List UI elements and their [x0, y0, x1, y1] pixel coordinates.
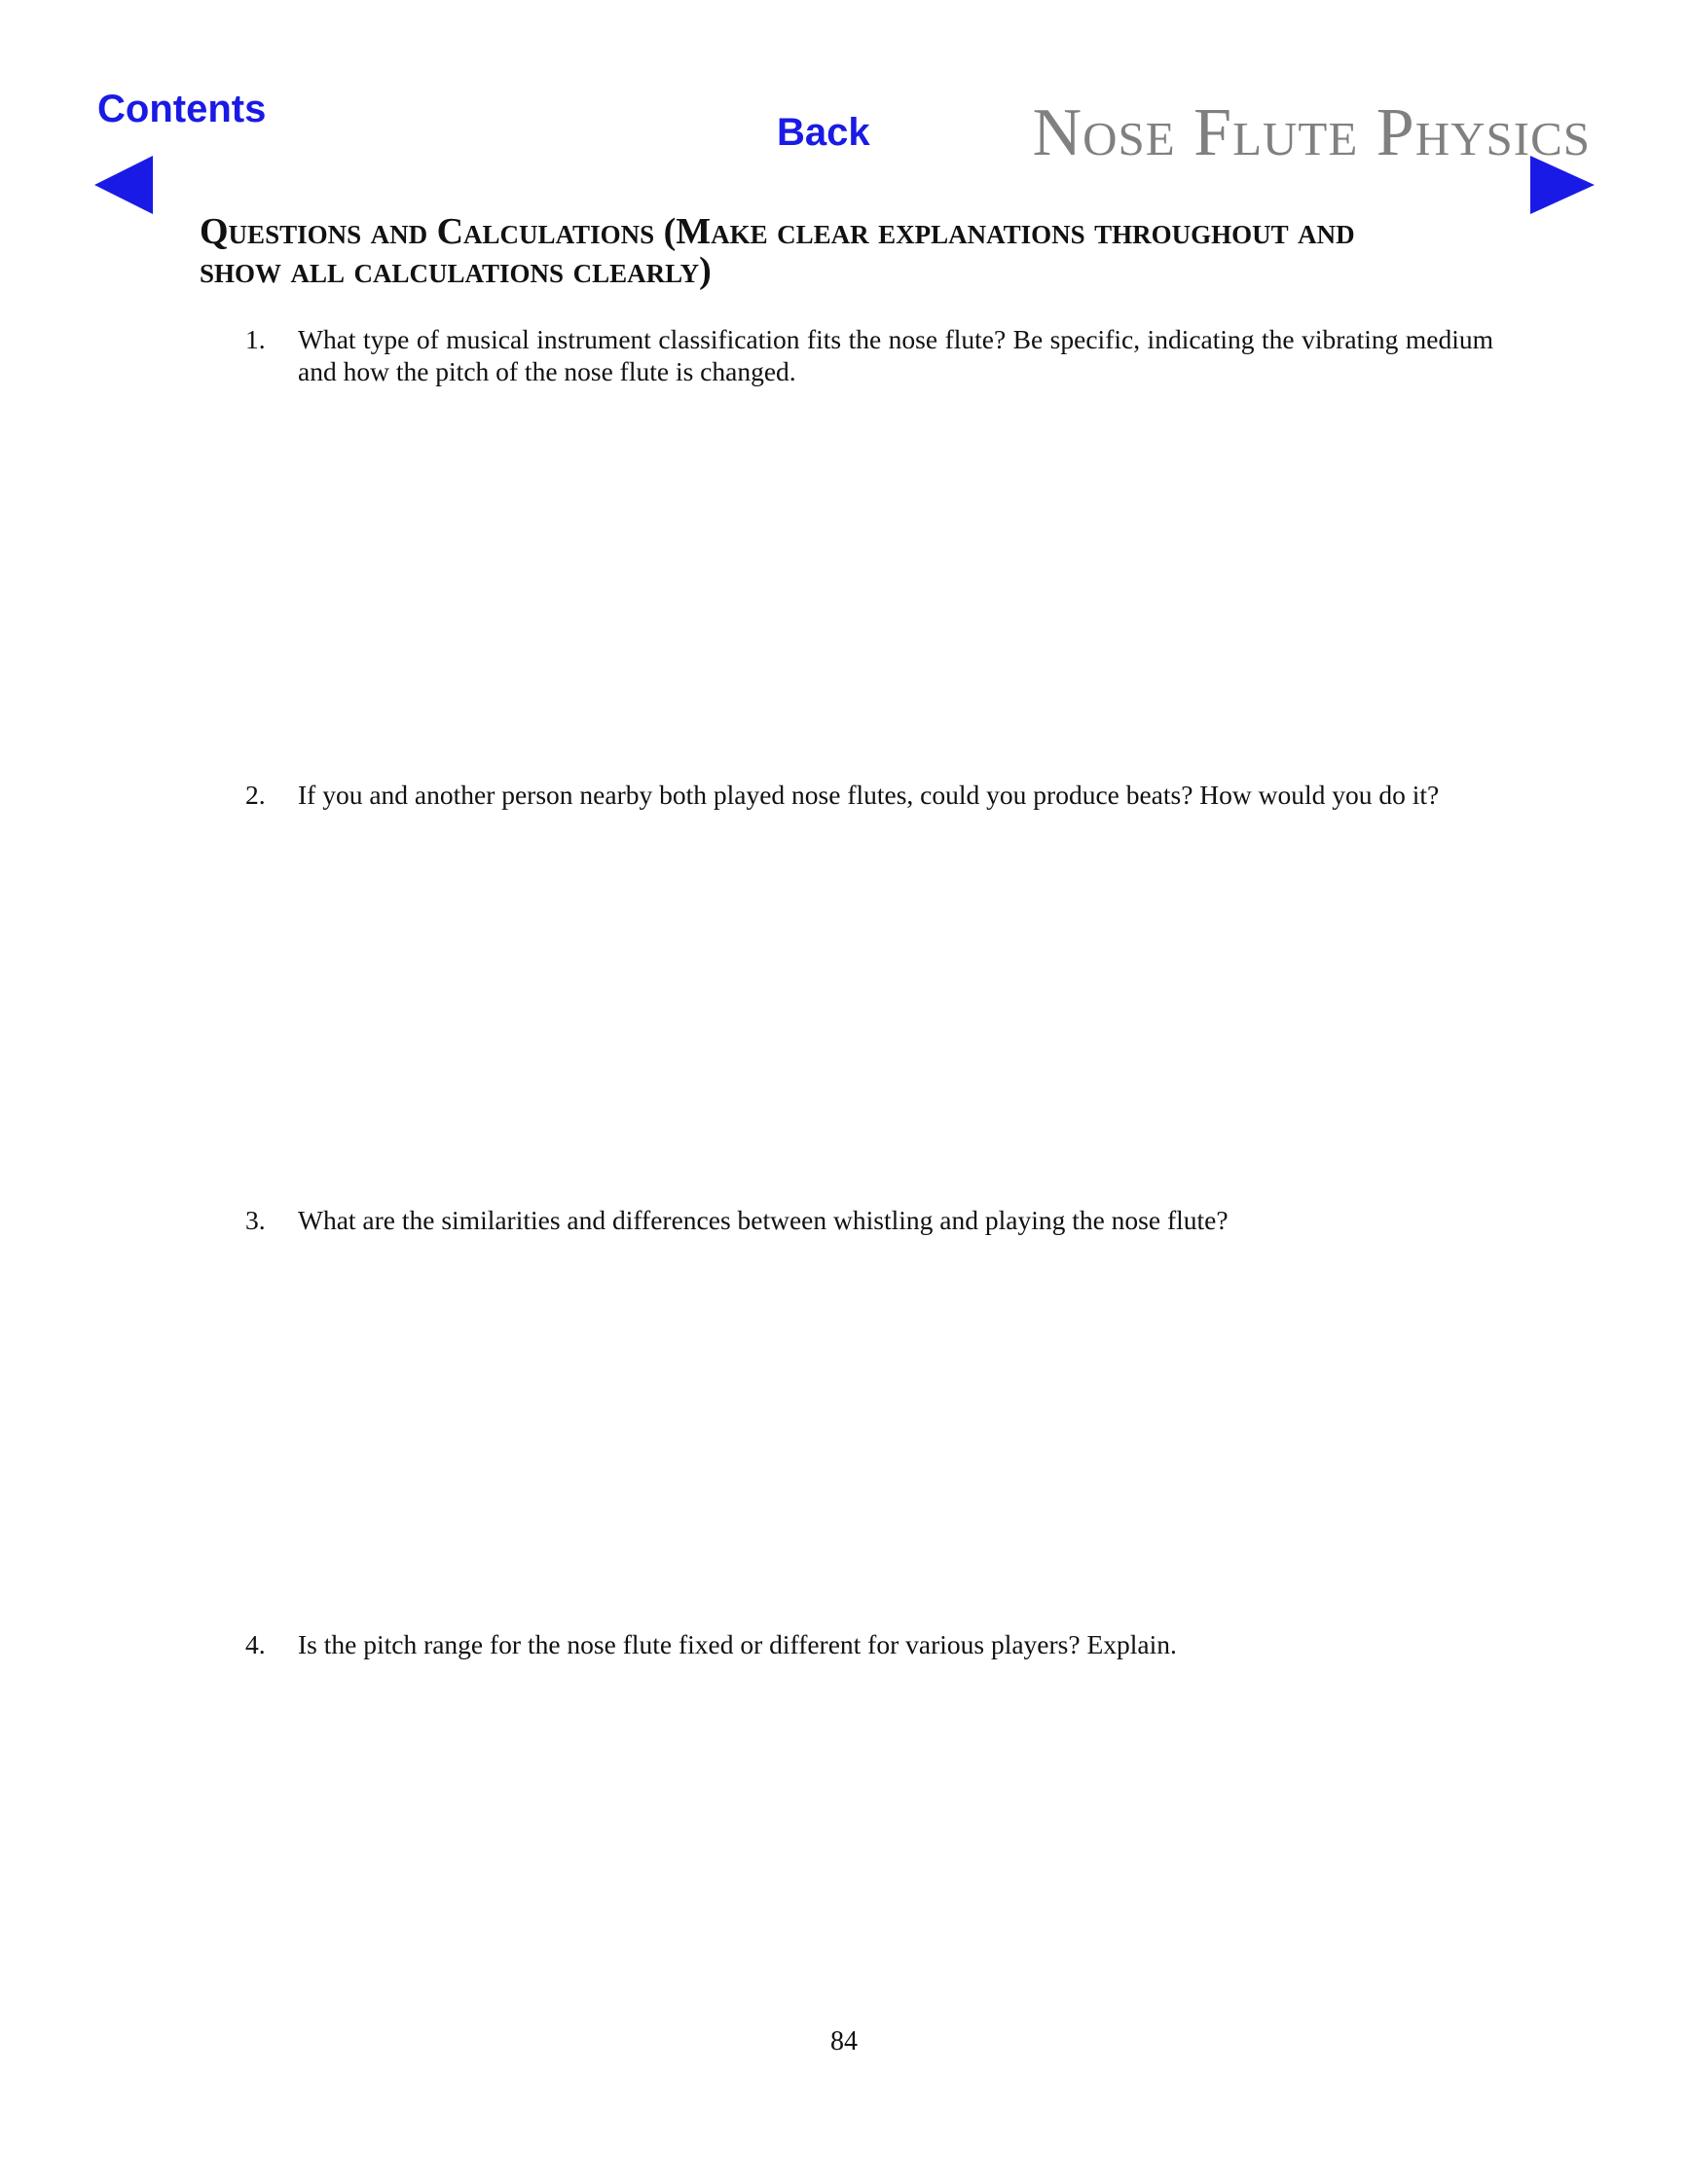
question-text: Is the pitch range for the nose flute fixed or different for various players? Explain. — [298, 1629, 1177, 1659]
question-number: 3. — [245, 1205, 266, 1235]
question-item — [245, 1204, 1493, 1236]
question-item — [245, 1628, 1493, 1660]
question-text: If you and another person nearby both played nose flutes, could you produce beats? How would you do it? — [298, 780, 1440, 810]
question-item — [245, 323, 1493, 387]
question-item — [245, 779, 1493, 811]
section-heading: Questions and Calculations (Make clear explanations throughout and show all calculations clearly) — [200, 211, 1355, 291]
page-number: 84 — [830, 2026, 858, 2057]
running-head-title: Nose Flute Physics — [1032, 95, 1591, 170]
question-text: What are the similarities and differences between whistling and playing the nose flute? — [298, 1205, 1229, 1235]
question-number: 1. — [245, 324, 266, 354]
previous-page-arrow-icon[interactable] — [94, 156, 153, 214]
question-number: 2. — [245, 780, 266, 810]
question-text: What type of musical instrument classification fits the nose flute? Be specific, indicating the vibrating medium and how the pitch of the nose flute is changed. — [298, 324, 1493, 386]
back-link[interactable]: Back — [777, 111, 870, 154]
next-page-arrow-icon[interactable] — [1530, 156, 1595, 214]
contents-link[interactable]: Contents — [97, 88, 267, 130]
question-number: 4. — [245, 1629, 266, 1659]
